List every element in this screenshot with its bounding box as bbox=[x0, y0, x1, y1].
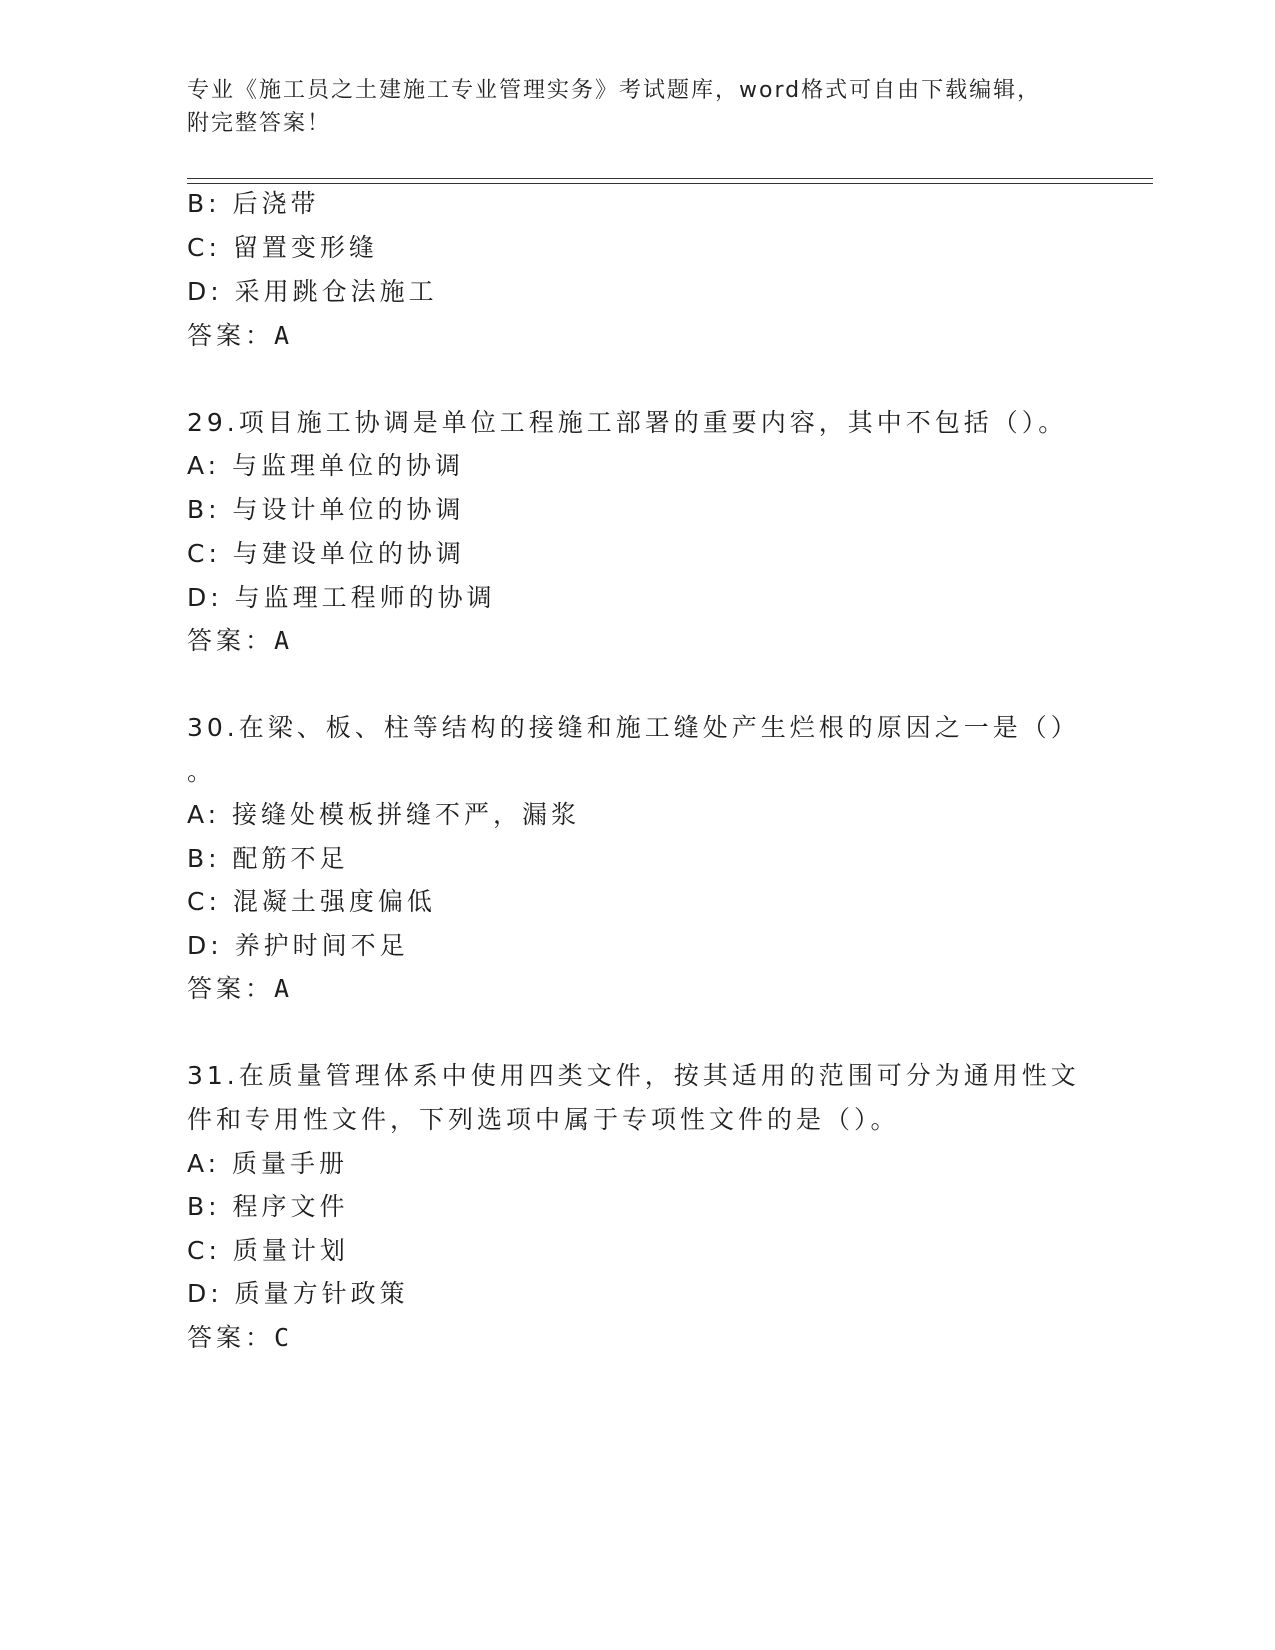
header-line-1: 专业《施工员之土建施工专业管理实务》考试题库，word格式可自由下载编辑， bbox=[187, 78, 1042, 103]
q29-option-b: B: 与设计单位的协调 bbox=[187, 495, 465, 524]
q28-option-c: C: 留置变形缝 bbox=[187, 233, 378, 262]
q29-answer-value: A bbox=[274, 626, 294, 655]
q31-option-a: A: 质量手册 bbox=[187, 1149, 349, 1178]
q29-option-c: C: 与建设单位的协调 bbox=[187, 539, 465, 568]
q31-answer-value: C bbox=[274, 1323, 294, 1352]
q29-option-a: A: 与监理单位的协调 bbox=[187, 451, 465, 480]
q30-option-d: D: 养护时间不足 bbox=[187, 931, 409, 960]
q30-stem-line-1: 30.在梁、板、柱等结构的接缝和施工缝处产生烂根的原因之一是（） bbox=[187, 713, 1080, 742]
q31-stem-line-1: 31.在质量管理体系中使用四类文件，按其适用的范围可分为通用性文 bbox=[187, 1061, 1080, 1090]
q28-option-d: D: 采用跳仓法施工 bbox=[187, 277, 438, 306]
q31-option-d: D: 质量方针政策 bbox=[187, 1279, 409, 1308]
q31-answer-label: 答案： bbox=[187, 1323, 275, 1352]
q31-answer bbox=[187, 1322, 293, 1354]
q30-option-a: A: 接缝处模板拼缝不严，漏浆 bbox=[187, 800, 581, 829]
q29-option-d: D: 与监理工程师的协调 bbox=[187, 583, 496, 612]
q30-answer-label: 答案： bbox=[187, 974, 275, 1003]
q31-option-c: C: 质量计划 bbox=[187, 1236, 349, 1265]
q28-option-b: B: 后浇带 bbox=[187, 189, 320, 218]
q30-answer-value: A bbox=[274, 974, 294, 1003]
document-header bbox=[187, 74, 1087, 140]
q30-option-c: C: 混凝土强度偏低 bbox=[187, 887, 436, 916]
q31-option-b: B: 程序文件 bbox=[187, 1192, 349, 1221]
q29-answer-label: 答案： bbox=[187, 626, 275, 655]
q31-stem-line-2: 件和专用性文件，下列选项中属于专项性文件的是（）。 bbox=[187, 1105, 900, 1134]
q30-answer bbox=[187, 973, 293, 1005]
header-divider-bottom bbox=[187, 183, 1153, 184]
header-line-2: 附完整答案！ bbox=[187, 111, 332, 136]
header-divider-top bbox=[187, 178, 1153, 179]
q28-answer-value: A bbox=[274, 321, 294, 350]
q30-stem-line-2: 。 bbox=[187, 757, 217, 786]
q28-answer-label: 答案： bbox=[187, 321, 275, 350]
q28-answer bbox=[187, 320, 293, 352]
q30-option-b: B: 配筋不足 bbox=[187, 844, 349, 873]
q29-answer bbox=[187, 625, 293, 657]
q29-stem: 29.项目施工协调是单位工程施工部署的重要内容，其中不包括（）。 bbox=[187, 408, 1068, 437]
